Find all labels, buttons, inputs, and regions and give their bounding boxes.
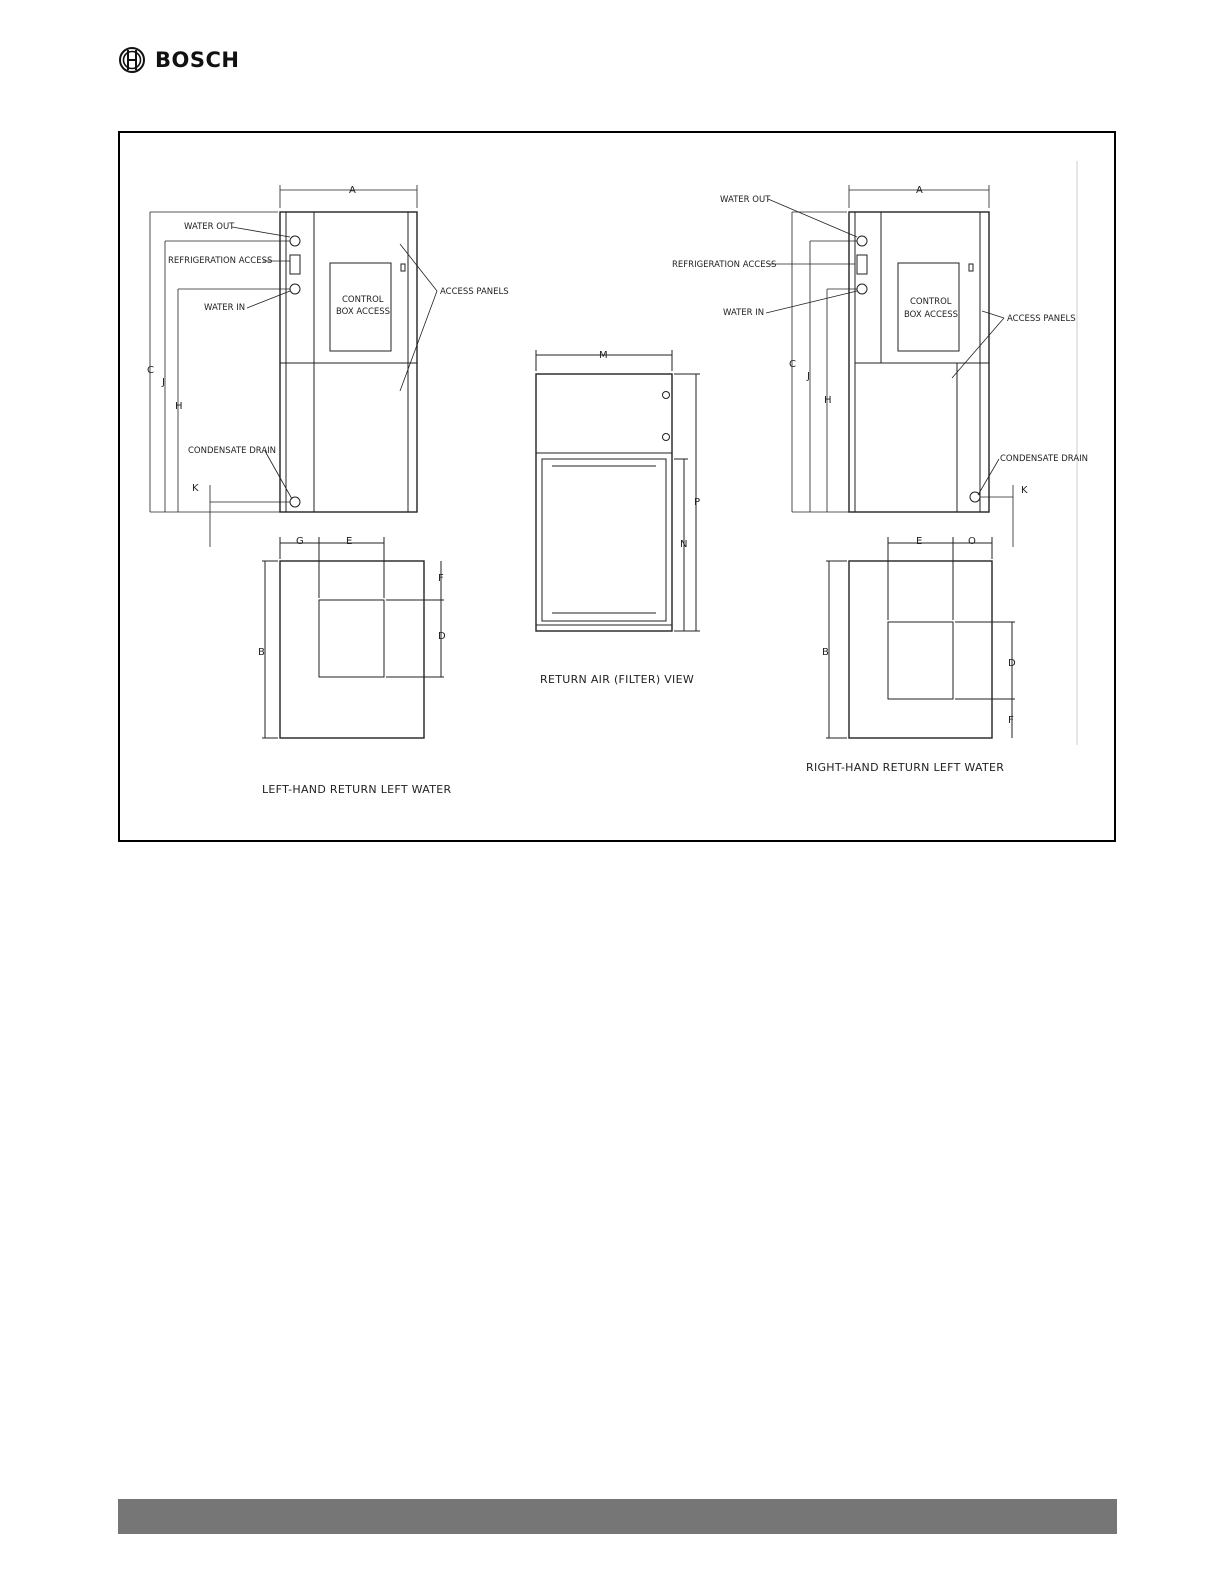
bosch-armature-icon xyxy=(118,46,146,74)
right-condensate-drain-label: CONDENSATE DRAIN xyxy=(1000,454,1089,464)
right-dim-k: K xyxy=(1021,485,1028,496)
right-dim-f: F xyxy=(1008,715,1014,726)
right-control-box-line2: BOX ACCESS xyxy=(904,310,959,320)
right-refrigeration-access-label: REFRIGERATION ACCESS xyxy=(672,260,777,270)
right-leader-lines xyxy=(766,199,1004,495)
right-water-out-label: WATER OUT xyxy=(720,195,771,205)
left-plan-view xyxy=(262,537,444,738)
left-control-box-line1: CONTROL xyxy=(342,295,384,305)
left-dim-f: F xyxy=(438,573,444,584)
left-dim-h: H xyxy=(175,401,183,412)
left-refrigeration-access-label: REFRIGERATION ACCESS xyxy=(168,256,273,266)
left-dim-c: C xyxy=(147,365,154,376)
left-front-elevation xyxy=(280,212,417,512)
left-dim-k: K xyxy=(192,483,199,494)
right-dim-d: D xyxy=(1008,658,1016,669)
left-water-in-label: WATER IN xyxy=(204,303,246,313)
left-view-caption: LEFT-HAND RETURN LEFT WATER xyxy=(262,783,452,796)
drawing-frame xyxy=(118,131,1116,842)
bosch-logo xyxy=(118,46,239,74)
right-view-caption: RIGHT-HAND RETURN LEFT WATER xyxy=(806,761,1005,774)
right-control-box-line1: CONTROL xyxy=(910,297,952,307)
left-dim-d: D xyxy=(438,631,446,642)
right-water-in-label: WATER IN xyxy=(723,308,765,318)
return-air-filter-view xyxy=(536,350,700,631)
right-dim-h: H xyxy=(824,395,832,406)
center-view-caption: RETURN AIR (FILTER) VIEW xyxy=(540,673,695,686)
center-dim-p: P xyxy=(694,497,701,508)
left-dim-g: G xyxy=(296,536,304,547)
left-control-box-line2: BOX ACCESS xyxy=(336,307,391,317)
right-front-elevation xyxy=(849,212,989,512)
left-dim-e: E xyxy=(346,536,353,547)
center-dim-m: M xyxy=(599,350,608,361)
left-dim-j: J xyxy=(162,377,165,388)
right-dim-b: B xyxy=(822,647,829,658)
right-dim-e: E xyxy=(916,536,923,547)
right-plan-view xyxy=(826,161,1077,745)
dimension-drawing xyxy=(120,133,1118,844)
right-dim-c: C xyxy=(789,359,796,370)
brand-name: BOSCH xyxy=(155,48,240,72)
left-access-panels-label: ACCESS PANELS xyxy=(440,287,509,297)
center-dim-n: N xyxy=(680,539,688,550)
right-dim-j: J xyxy=(807,371,810,382)
right-dim-a: A xyxy=(916,185,923,196)
footer-bar xyxy=(118,1499,1117,1534)
left-dim-b: B xyxy=(258,647,265,658)
left-water-out-label: WATER OUT xyxy=(184,222,235,232)
left-condensate-drain-label: CONDENSATE DRAIN xyxy=(188,446,277,456)
left-dimension-lines xyxy=(150,185,417,547)
right-access-panels-label: ACCESS PANELS xyxy=(1007,314,1076,324)
right-dim-o: O xyxy=(968,536,976,547)
left-dim-a: A xyxy=(349,185,356,196)
